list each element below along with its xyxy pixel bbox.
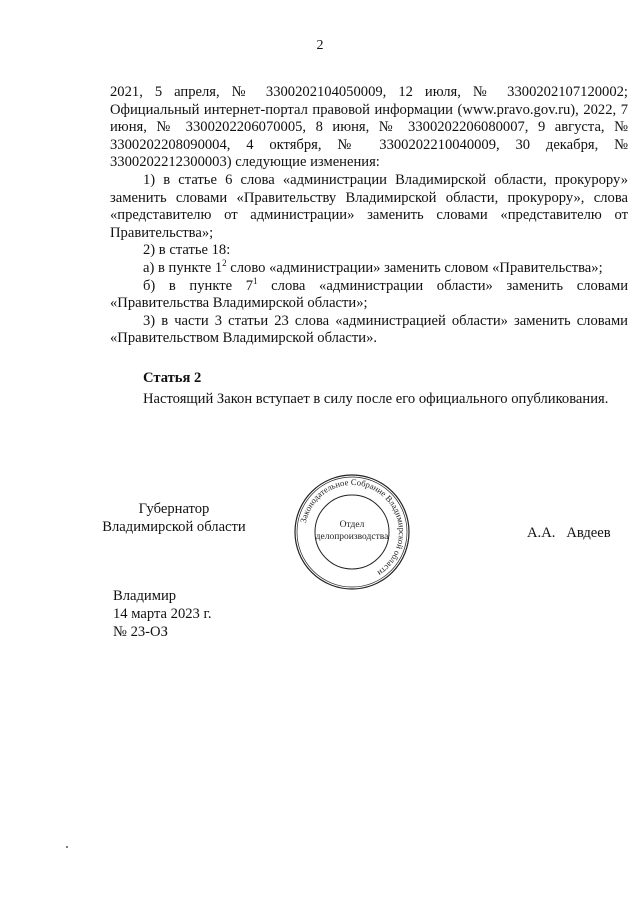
paragraph-item-2b <box>110 275 629 313</box>
article-heading: Статья 2 <box>143 370 202 386</box>
governor-title-line2: Владимирской области <box>102 519 246 535</box>
date: 14 марта 2023 г. <box>113 606 212 622</box>
stamp-ring-text: Законодательное Собрание Владимирской области <box>297 476 408 579</box>
stamp-center-line1: Отдел <box>339 520 365 530</box>
amendments-text <box>110 84 628 348</box>
article-text: Настоящий Закон вступает в силу после его официального опубликования. <box>143 391 609 407</box>
city: Владимир <box>113 588 177 604</box>
law-number: № 23-ОЗ <box>113 624 168 640</box>
signatory-name: А.А. Авдеев <box>527 525 611 541</box>
paragraph-item-2: 2) в статье 18: <box>143 242 231 259</box>
item-2a-sup: 2 <box>222 257 227 268</box>
item-2a-rest: слово «администрации» заменить словом «Правительства»; <box>226 259 603 276</box>
paragraph-item-1: 1) в статье 6 слова «администрации Владимирской области, прокурору» заменить словами «Правительству Владимирской области, прокурору», слова «представителю от администрации» заменить словами «представителю от Правительства»; <box>110 171 628 241</box>
item-2b-text: б) в пункте 7 <box>143 277 254 294</box>
paragraph-item-3: 3) в части 3 статьи 23 слова «администрацией области» заменить словами «Правительством Владимирской области». <box>110 312 628 347</box>
item-2b-rest: слова «администрации области» заменить словами «Правительства Владимирской области»; <box>110 277 629 312</box>
item-2b-sup: 1 <box>253 275 258 286</box>
scan-speck <box>66 846 68 848</box>
paragraph-intro: 2021, 5 апреля, № 3300202104050009, 12 июля, № 3300202107120002; Официальный интернет-портал правовой информации (www.pravo.gov.ru), 2022, 7 июня, № 3300202206070005, 8 июня, № 3300202206080007, 9 августа, № 3300202208090004, 4 октября, № 3300202210040009, 30 декабря, № 3300202212300003) следующие изменения: <box>110 84 628 171</box>
governor-title-line1: Губернатор <box>138 501 210 517</box>
paragraph-item-2a <box>110 257 628 278</box>
place-date-block <box>113 587 211 641</box>
page-number: 2 <box>316 38 324 53</box>
stamp-center-line2: делопроизводства <box>315 532 389 542</box>
governor-title <box>99 500 249 536</box>
item-2a-text: а) в пункте 1 <box>143 259 223 276</box>
official-stamp <box>292 472 412 592</box>
